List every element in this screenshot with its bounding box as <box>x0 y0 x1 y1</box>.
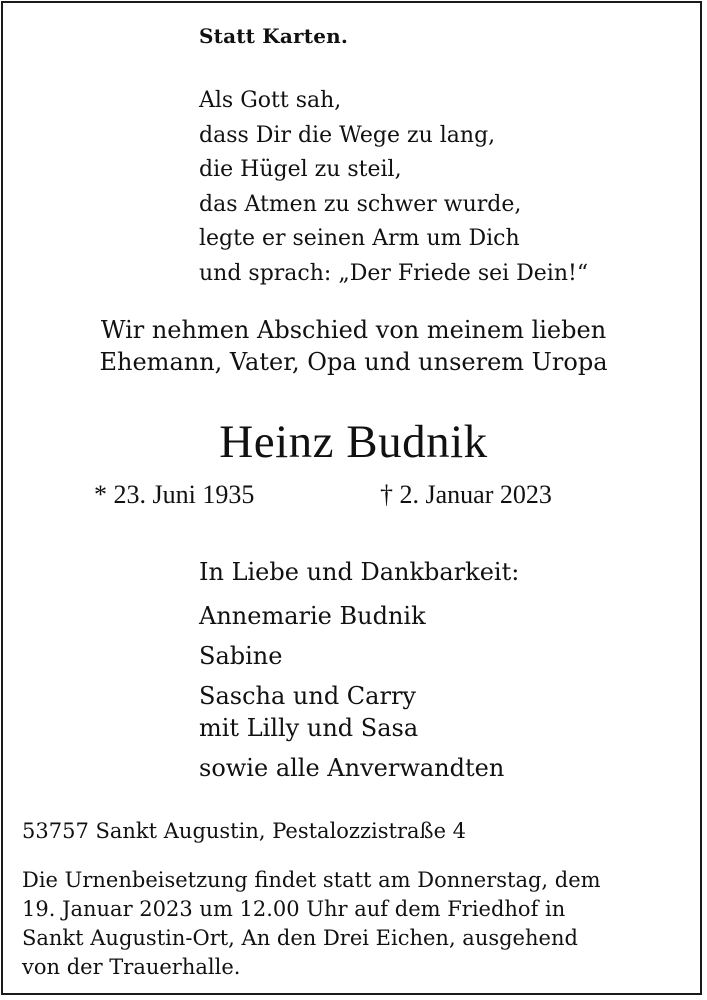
deceased-name: Heinz Budnik <box>219 416 488 468</box>
mourners-list <box>199 600 504 784</box>
mourner-name: Annemarie Budnik <box>199 602 426 630</box>
mourner-name: Sascha und Carry <box>199 682 416 710</box>
statt-karten-heading: Statt Karten. <box>199 24 349 48</box>
poem-line: Als Gott sah, <box>199 88 342 113</box>
burial-notice-line: Sankt Augustin-Ort, An den Drei Eichen, ausgehend <box>22 926 578 950</box>
burial-notice-line: 19. Januar 2023 um 12.00 Uhr auf dem Friedhof in <box>22 897 566 921</box>
mourner-name: sowie alle Anverwandten <box>199 754 505 782</box>
poem-line: das Atmen zu schwer wurde, <box>199 191 522 217</box>
poem-block <box>199 84 588 291</box>
poem-line: die Hügel zu steil, <box>199 157 402 182</box>
farewell-line: Ehemann, Vater, Opa und unserem Uropa <box>99 348 608 376</box>
farewell-line: Wir nehmen Abschied von meinem lieben <box>100 316 607 344</box>
thanks-line: In Liebe und Dankbarkeit: <box>199 558 520 586</box>
mourner-name: Sabine <box>199 642 283 670</box>
farewell-text <box>0 314 707 378</box>
mourner-name: mit Lilly und Sasa <box>199 714 419 742</box>
death-date: † 2. Januar 2023 <box>380 480 552 509</box>
poem-line: und sprach: „Der Friede sei Dein!“ <box>199 260 589 286</box>
burial-notice <box>22 866 601 982</box>
burial-notice-line: Die Urnenbeisetzung findet statt am Donnerstag, dem <box>22 868 601 892</box>
family-address: 53757 Sankt Augustin, Pestalozzistraße 4 <box>22 819 467 843</box>
poem-line: dass Dir die Wege zu lang, <box>199 122 496 148</box>
burial-notice-line: von der Trauerhalle. <box>22 955 241 979</box>
poem-line: legte er seinen Arm um Dich <box>199 226 520 251</box>
birth-date: * 23. Juni 1935 <box>94 480 255 509</box>
